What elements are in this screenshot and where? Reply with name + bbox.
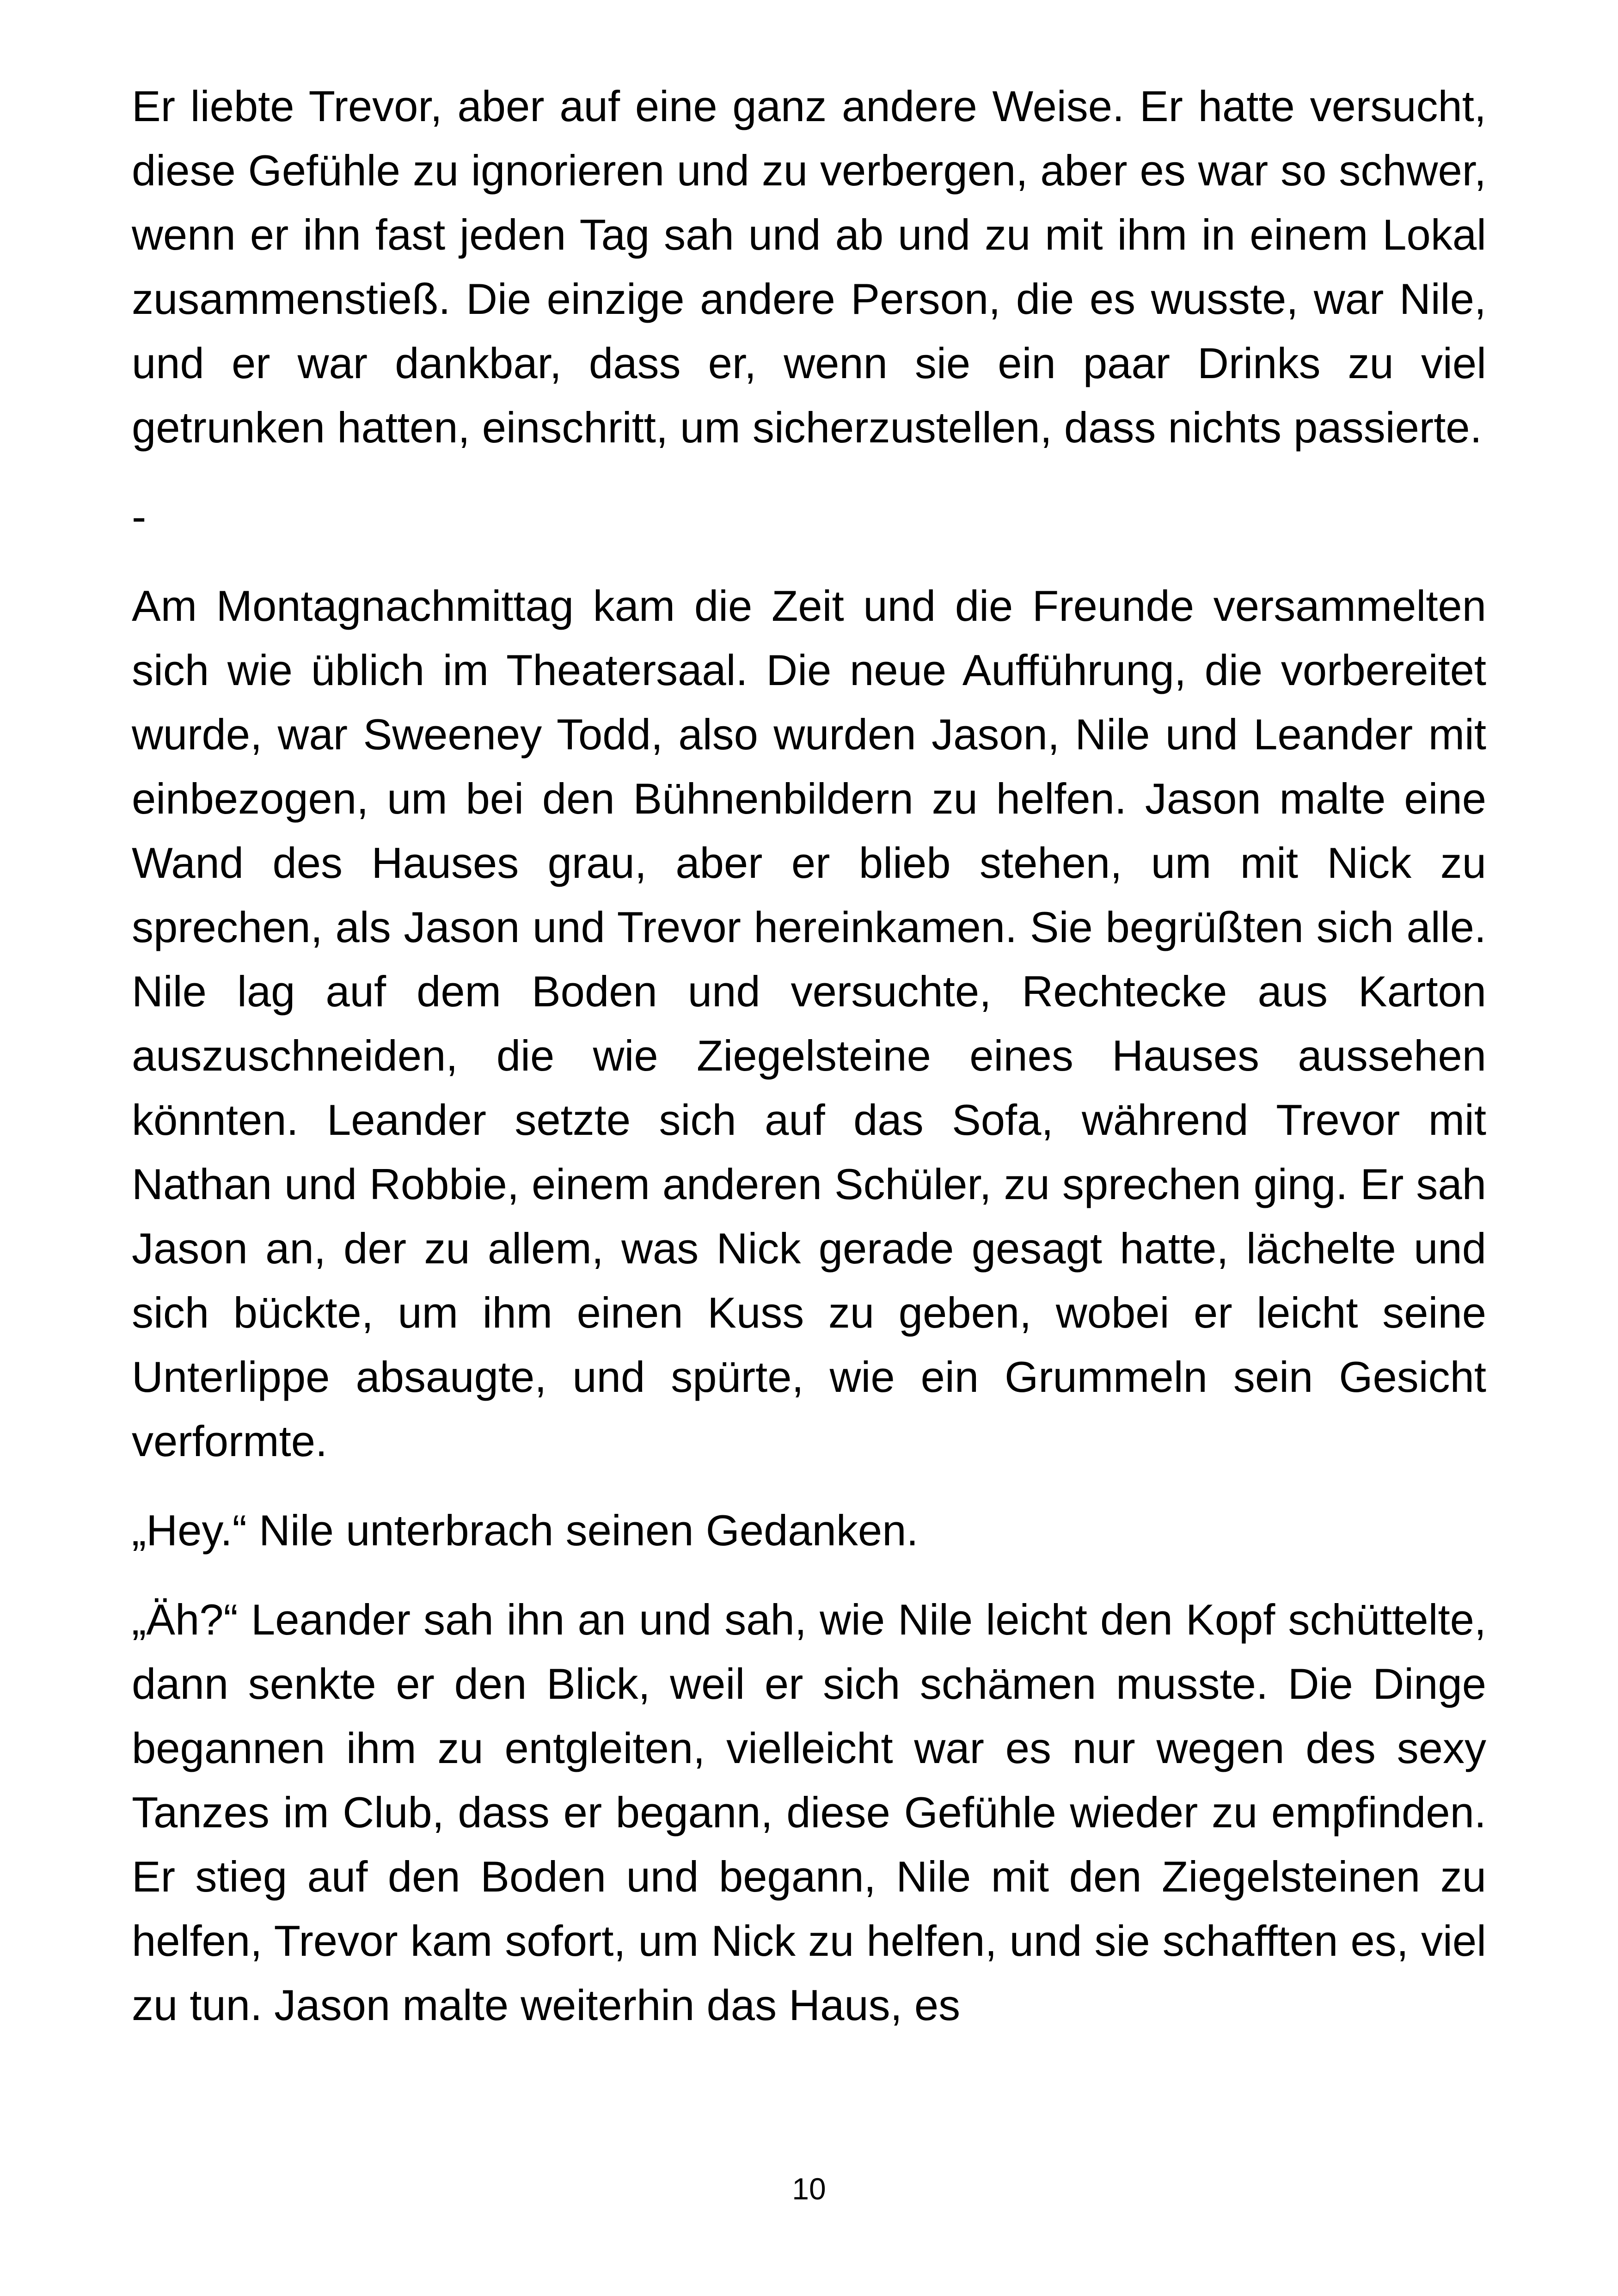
page-number: 10 (792, 2172, 826, 2206)
body-text (132, 74, 1486, 2062)
paragraph: „Hey.“ Nile unterbrach seinen Gedanken. (132, 1506, 919, 1555)
paragraph: Er liebte Trevor, aber auf eine ganz andere Weise. Er hatte versucht, diese Gefühle zu ignorieren und zu verbergen, aber es war so schwer, wenn er ihn fast jeden Tag sah und ab und zu mit ihm in einem Lokal zusammenstieß. Die einzige andere Person, die es wusste, war Nile, und er war dankbar, dass er, wenn sie ein paar Drinks zu viel getrunken hatten, einschritt, um sicherzustellen, dass nichts passierte. (132, 82, 1486, 452)
paragraph: „Äh?“ Leander sah ihn an und sah, wie Nile leicht den Kopf schüttelte, dann senkte er den Blick, weil er sich schämen musste. Die Dinge begannen ihm zu entgleiten, vielleicht war es nur wegen des sexy Tanzes im Club, dass er begann, diese Gefühle wieder zu empfinden. Er stieg auf den Boden und begann, Nile mit den Ziegelsteinen zu helfen, Trevor kam sofort, um Nick zu helfen, und sie schafften es, viel zu tun. Jason malte weiterhin das Haus, es (132, 1595, 1486, 2029)
scene-separator: - (132, 492, 147, 541)
paragraph: Am Montagnachmittag kam die Zeit und die Freunde versammelten sich wie üblich im Theatersaal. Die neue Aufführung, die vorbereitet wurde, war Sweeney Todd, also wurden Jason, Nile und Leander mit einbezogen, um bei den Bühnenbildern zu helfen. Jason malte eine Wand des Hauses grau, aber er blieb stehen, um mit Nick zu sprechen, als Jason und Trevor hereinkamen. Sie begrüßten sich alle. Nile lag auf dem Boden und versuchte, Rechtecke aus Karton auszuschneiden, die wie Ziegelsteine eines Hauses aussehen könnten. Leander setzte sich auf das Sofa, während Trevor mit Nathan und Robbie, einem anderen Schüler, zu sprechen ging. Er sah Jason an, der zu allem, was Nick gerade gesagt hatte, lächelte und sich bückte, um ihm einen Kuss zu geben, wobei er leicht seine Unterlippe absaugte, und spürte, wie ein Grummeln sein Gesicht verformte. (132, 582, 1486, 1465)
